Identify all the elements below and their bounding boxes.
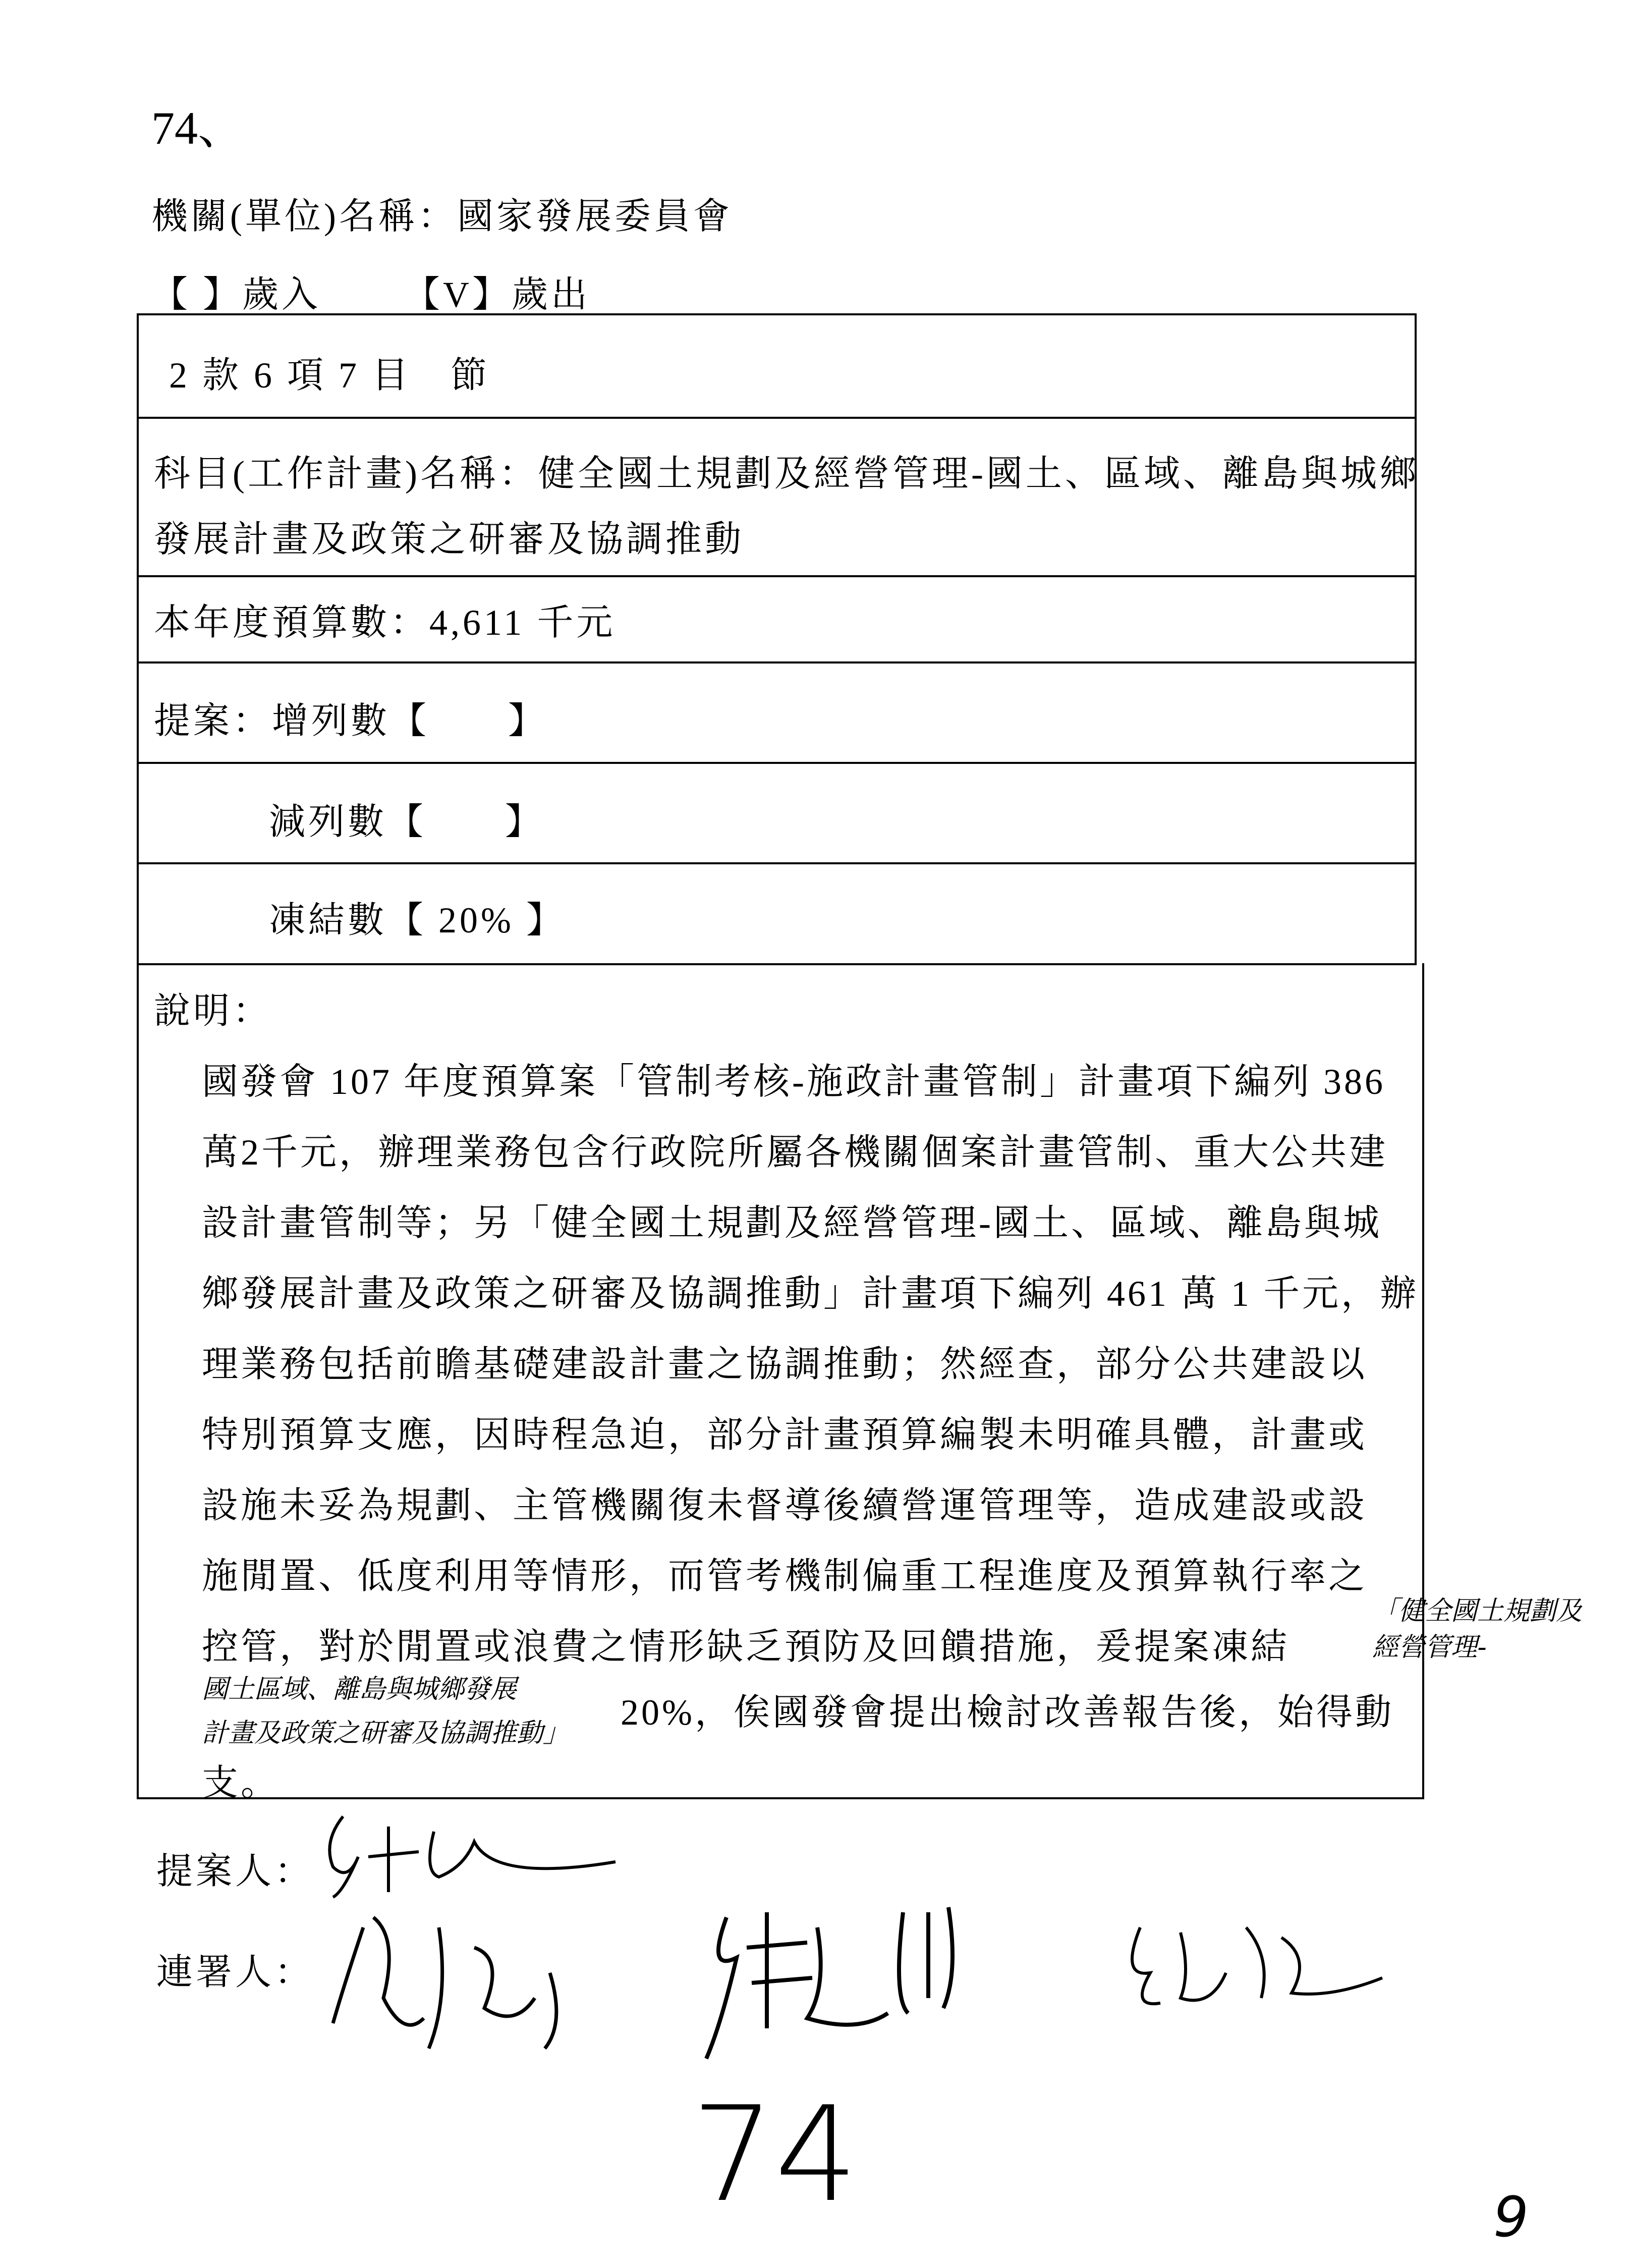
explanation-line: 控管，對於閒置或浪費之情形缺乏預防及回饋措施，爰提案凍結 — [202, 1627, 1290, 1667]
budget-form-table — [137, 313, 1417, 965]
explanation-line: 支。 — [202, 1763, 280, 1803]
explanation-line: 鄉發展計畫及政策之研審及協調推動」計畫項下編列 461 萬 1 千元，辦 — [202, 1274, 1419, 1314]
handwritten-number: 74 — [691, 2079, 858, 2231]
section-code: 2 款 6 項 7 目 節 — [169, 355, 490, 396]
handwritten-insert: 計畫及政策之研審及協調推動」 — [202, 1718, 570, 1748]
item-number: 74、 — [151, 102, 245, 154]
explanation-line: 設施未妥為規劃、主管機關復未督導後續營運管理等，造成建設或設 — [202, 1485, 1368, 1526]
proposer-label: 提案人： — [156, 1851, 314, 1892]
agency-name: 機關(單位)名稱：國家發展委員會 — [151, 196, 733, 237]
explanation-line: 特別預算支應，因時程急迫，部分計畫預算編製未明確具體，計畫或 — [202, 1415, 1368, 1455]
explanation-line: 萬2千元，辦理業務包含行政院所屬各機關個案計畫管制、重大公共建 — [202, 1132, 1388, 1173]
explanation-line: 理業務包括前瞻基礎建設計畫之協調推動；然經查，部分公共建設以 — [202, 1344, 1368, 1385]
handwritten-insert: 經營管理- — [1372, 1632, 1487, 1663]
proposal-freeze: 凍結數【 20% 】 — [269, 900, 566, 941]
expense-checkbox: 【V】歲出 — [404, 274, 590, 315]
handwritten-insert: 國土區域、離島與城鄉發展 — [202, 1674, 517, 1704]
explanation-line: 設計畫管制等；另「健全國土規劃及經營管理-國土、區域、離島與城 — [202, 1203, 1382, 1243]
subject-name-line2: 發展計畫及政策之研審及協調推動 — [154, 519, 745, 560]
explanation-line: 國發會 107 年度預算案「管制考核-施政計畫管制」計畫項下編列 386 — [202, 1062, 1385, 1102]
subject-name-line1: 科目(工作計畫)名稱：健全國土規劃及經營管理-國土、區域、離島與城鄉 — [154, 454, 1419, 494]
explanation-line: 施閒置、低度利用等情形，而管考機制偏重工程進度及預算執行率之 — [202, 1556, 1368, 1596]
annual-budget: 本年度預算數：4,611 千元 — [154, 602, 616, 643]
revenue-checkbox: 【 】歲入 — [151, 274, 321, 315]
cosigner-label: 連署人： — [156, 1952, 314, 1993]
cosigner-signatures — [323, 1897, 1483, 2074]
explanation-line: 20%，俟國發會提出檢討改善報告後，始得動 — [621, 1692, 1394, 1733]
proposal-increase: 提案：增列數【 】 — [154, 701, 548, 741]
proposal-decrease: 減列數【 】 — [269, 802, 545, 842]
explanation-label: 說明： — [154, 991, 272, 1031]
page-number: 9 — [1493, 2185, 1529, 2249]
handwritten-insert: 「健全國土規劃及 — [1372, 1596, 1583, 1626]
proposer-signature — [313, 1796, 626, 1907]
